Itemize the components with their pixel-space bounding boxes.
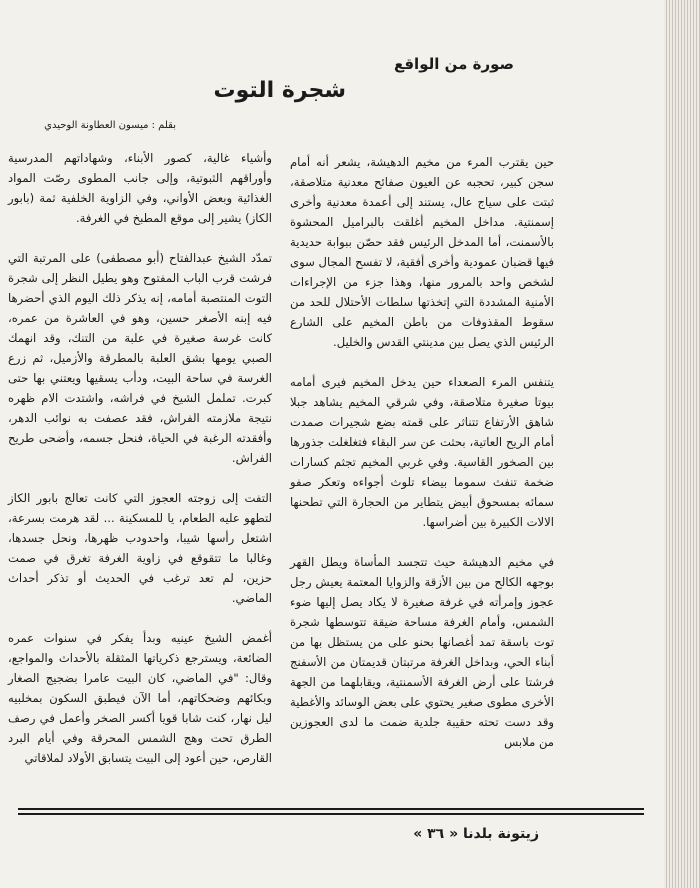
page-footer: زيتونة بلدنا « ٣٦ » (413, 826, 539, 842)
paragraph: حين يقترب المرء من مخيم الدهيشة، يشعر أنه أمام سجن كبير، تحجبه عن العيون صفائح معدنية متلاصقة، ثبتت على سياج عال، يستند إلى أعمدة معدنية وأخرى إسمنتية. مداخل المخيم أغلقت بالبراميل المحشوة بالأسمنت، أما المدخل الرئيس فقد حصّن ببوابة حديدية فيها قضبان عمودية وأخرى أفقية، لا تفسح المجال سوى لشخص واحد بالمرور منها، وهذا جزء من الإجراءات الأمنية المشددة التي إتخذتها سلطات الأحتلال للحد من سقوط المقذوفات من باطن المخيم على الشارع الرئيس الذي يصل بين مدينتي القدس والخليل. (290, 155, 554, 349)
section-title: صورة من الواقع (393, 55, 514, 73)
article-title: شجرة التوت (213, 78, 346, 103)
right-text-column (290, 152, 554, 772)
paragraph: التفت إلى زوجته العجوز التي كانت تعالج بابور الكاز لتطهو عليه الطعام، يا للمسكينة ... لقد هرمت بسرعة، اشتعل رأسها شيبا، واحدودب ظهرها، ونحل جسدها، وغالبا ما تتقوقع في زاوية الغرفة تغرق في صمت حزين، لم تعد ترغب في الحديث أو تذكر أحداث الماضي. (8, 491, 272, 605)
paragraph: يتنفس المرء الصعداء حين يدخل المخيم فيرى أمامه بيوتا صغيرة متلاصقة، وفي شرقي المخيم يشاهد جبلا شاهق الأرتفاع تتناثر على قمته بضع شجيرات صمدت أمام الريح العاتية، بحثت عن سر البقاء فتغلغلت جذورها بين الصخور القاسية. وفي غربي المخيم تجثم كسارات ضخمة تنفث سموما بيضاء تلوث أجواءه وتعكر صفو سمائه بمسحوق أبيض يتطاير من الحجارة التي تطحنها الالات الكبيرة بين أضراسها. (290, 375, 554, 529)
paragraph: وأشياء غالية، كصور الأبناء، وشهاداتهم المدرسية وأوراقهم الثبوتية، وإلى جانب المطوى رصّت المواد الغذائية وبعض الأواني، وفي الزاوية الخلفية ثمة (بابور الكاز) يشير إلى موقع المطبخ في الغرفة. (8, 151, 272, 225)
paragraph: في مخيم الدهيشة حيث تتجسد المأساة ويطل القهر بوجهه الكالح من بين الأزقة والزوايا المعتمة يعيش رجل عجوز وإمرأته في غرفة صغيرة لا يكاد يصل إليها ضوء الشمس، وأمام الغرفة مساحة ضيقة تتوسطها شجرة توت باسقة تمد أغصانها بحنو على من يستظل بها من أبناء الحي، وبداخل الغرفة مرتبتان قديمتان من الأسفنج فرشتا على أرض الغرفة الأسمنتية، ويقابلهما من الجهة الأخرى مطوى صغير يحتوي على بعض الوسائد والأغطية وقد دست تحته حقيبة جلدية ضمت ما لدى العجوزين من ملابس (290, 555, 554, 749)
page-stack-edges (664, 0, 700, 888)
byline: بقلم : ميسون العطاونة الوحيدي (44, 120, 176, 131)
paragraph: أغمض الشيخ عينيه وبدأ يفكر في سنوات عمره الضائعة، ويسترجع ذكرياتها المثقلة بالأحداث والمواجع، وقال: "في الماضي، كان البيت عامرا بضجيج الصغار وبكائهم وضحكاتهم، أما الآن فيطبق السكون بمخلبيه ليل نهار، كنت شابا قويا أكسر الصخر وأعمل في رصف الطرق تحت وهج الشمس المحرقة وفي أيام البرد القارص، حين أعود إلى البيت يتسابق الأولاد لملاقاتي (8, 631, 272, 765)
footer-rule-top (18, 808, 644, 810)
left-text-column (8, 148, 272, 788)
paragraph: تمدّد الشيخ عبدالفتاح (أبو مصطفى) على المرتبة التي فرشت قرب الباب المفتوح وهو يطيل النظر إلى شجرة التوت المنتصبة أمامه، إنه يذكر ذلك اليوم الذي أحضرها فيه إبنه الأصغر حسين، وهو في العاشرة من عمره، كانت غرسة صغيرة في علبة من التنك، وقد انهمك الصبي يومها بشق العلبة بالمطرقة والأزميل، ثم زرع الغرسة في ساحة البيت، ودأب يسقيها ويعتني بها حتى كبرت. تململ الشيخ في فراشه، واشتدت الام ظهره نتيجة ملازمته الفراش، فقد عصفت به نوائب الدهر، وأفقدته الرغبة في الحياة، فنحل جسمه، وأضحى طريح الفراش. (8, 251, 272, 465)
footer-rule-bottom (18, 813, 644, 815)
